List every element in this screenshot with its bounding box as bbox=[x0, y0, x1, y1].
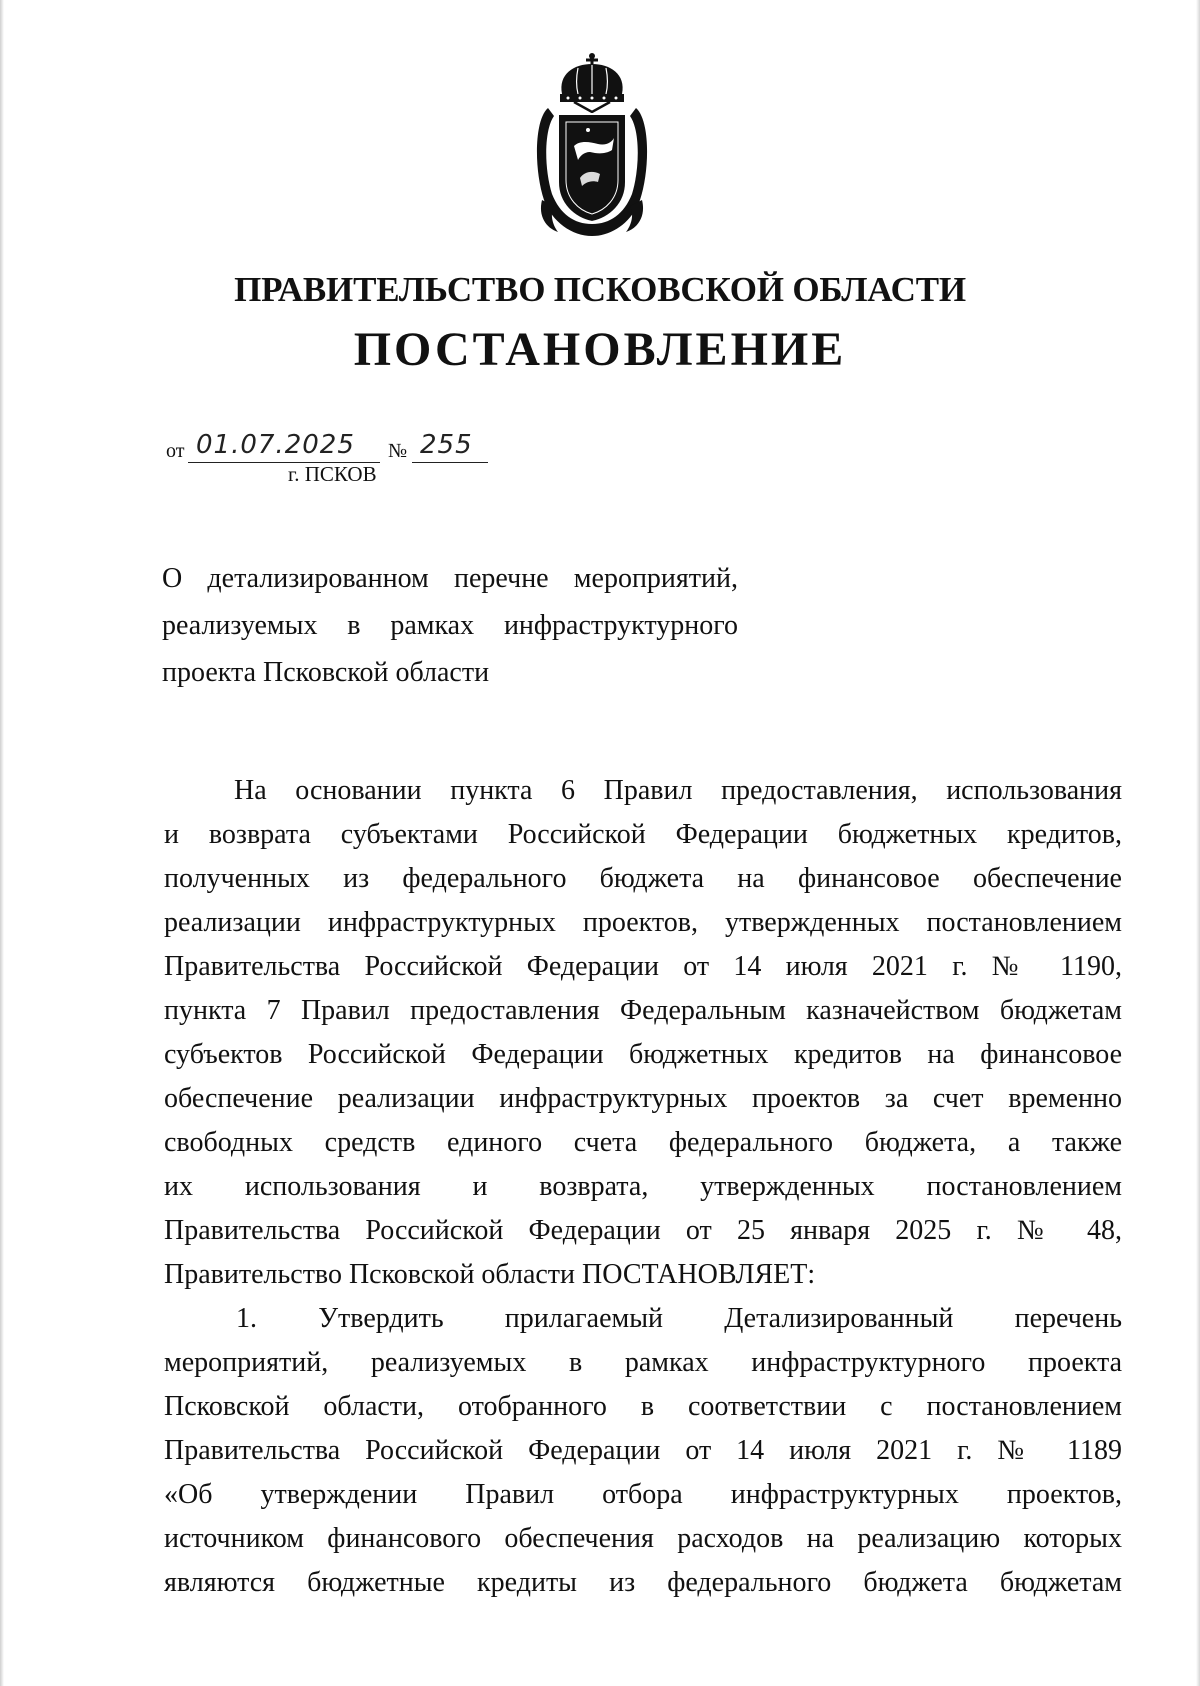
body-line: источником финансового обеспечения расходов на реализацию которых bbox=[164, 1523, 1122, 1554]
scan-edge-right bbox=[1196, 0, 1200, 1686]
body-line: мероприятий, реализуемых в рамках инфраструктурного проекта bbox=[164, 1347, 1122, 1378]
body-line: свободных средств единого счета федерального бюджета, а также bbox=[164, 1127, 1122, 1158]
body-line: полученных из федерального бюджета на финансовое обеспечение bbox=[164, 863, 1122, 894]
body-line: Правительства Российской Федерации от 25 января 2025 г. № 48, bbox=[164, 1215, 1122, 1246]
body-line: их использования и возврата, утвержденных постановлением bbox=[164, 1171, 1122, 1202]
scan-edge-left bbox=[0, 0, 4, 1686]
body-line: 1. Утвердить прилагаемый Детализированный перечень bbox=[236, 1303, 1122, 1334]
number-underline bbox=[412, 462, 488, 463]
document-subject bbox=[162, 555, 762, 696]
date-prefix-label: от bbox=[166, 440, 185, 462]
document-date-handwritten: 01.07.2025 bbox=[196, 430, 355, 460]
body-line: «Об утверждении Правил отбора инфраструктурных проектов, bbox=[164, 1479, 1122, 1510]
city-label: г. ПСКОВ bbox=[288, 462, 377, 486]
subject-line: проекта Псковской области bbox=[162, 657, 490, 688]
body-line: Правительства Российской Федерации от 14 июля 2021 г. № 1189 bbox=[164, 1435, 1122, 1466]
body-line: Правительства Российской Федерации от 14 июля 2021 г. № 1190, bbox=[164, 951, 1122, 982]
body-line: субъектов Российской Федерации бюджетных кредитов на финансовое bbox=[164, 1039, 1122, 1070]
body-line: пункта 7 Правил предоставления Федеральным казначейством бюджетам bbox=[164, 995, 1122, 1026]
government-title: ПРАВИТЕЛЬСТВО ПСКОВСКОЙ ОБЛАСТИ bbox=[234, 270, 966, 309]
coat-of-arms-emblem bbox=[528, 50, 656, 240]
document-number-handwritten: 255 bbox=[420, 430, 473, 460]
body-line: реализации инфраструктурных проектов, утвержденных постановлением bbox=[164, 907, 1122, 938]
document-type-title: ПОСТАНОВЛЕНИЕ bbox=[353, 323, 847, 376]
body-line: Псковской области, отобранного в соответствии с постановлением bbox=[164, 1391, 1122, 1422]
number-prefix-label: № bbox=[388, 440, 408, 462]
subject-line: О детализированном перечне мероприятий, bbox=[162, 563, 738, 594]
body-line: и возврата субъектами Российской Федерации бюджетных кредитов, bbox=[164, 819, 1122, 850]
crown-icon bbox=[560, 53, 624, 112]
subject-line: реализуемых в рамках инфраструктурного bbox=[162, 610, 738, 641]
body-line: являются бюджетные кредиты из федерального бюджета бюджетам bbox=[164, 1567, 1122, 1598]
body-line: Правительство Псковской области ПОСТАНОВЛЯЕТ: bbox=[164, 1259, 816, 1290]
body-line: обеспечение реализации инфраструктурных проектов за счет временно bbox=[164, 1083, 1122, 1114]
document-body bbox=[164, 769, 1122, 1605]
body-line: На основании пункта 6 Правил предоставления, использования bbox=[234, 775, 1122, 806]
